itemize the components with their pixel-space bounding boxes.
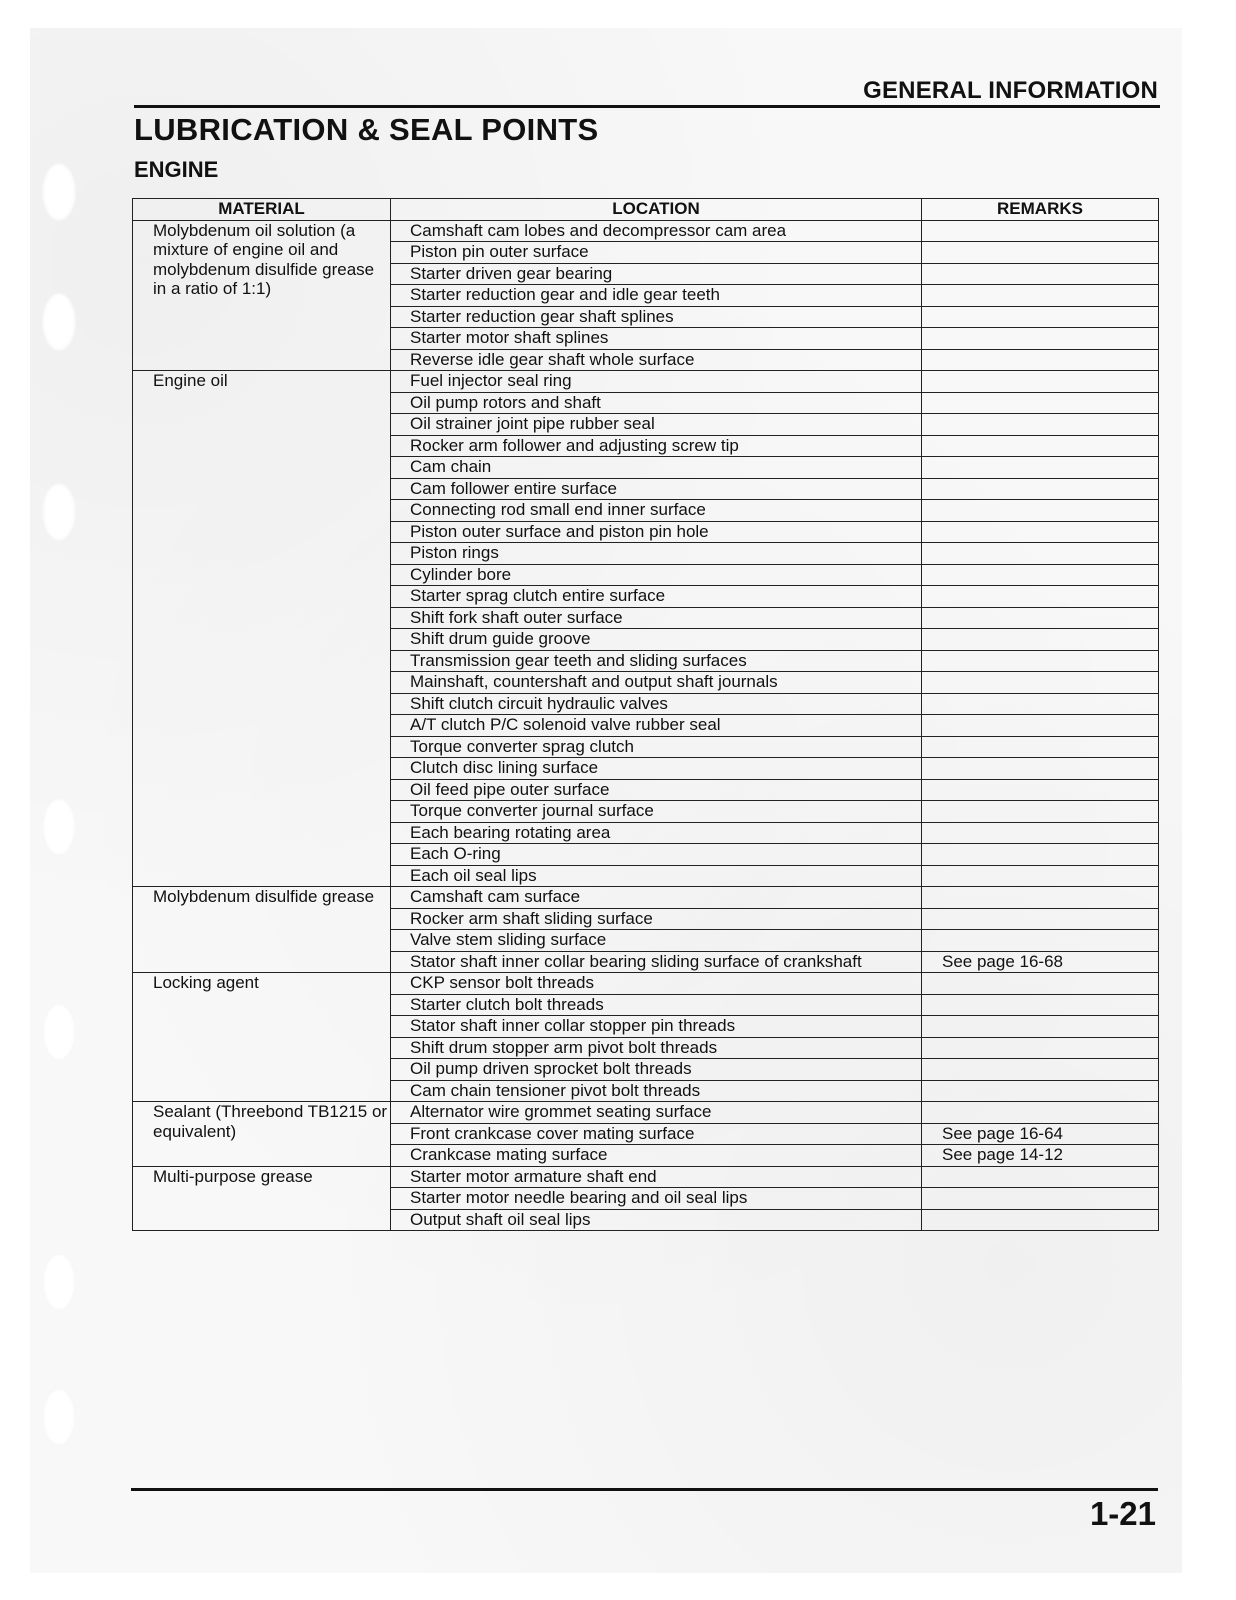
location-cell: Each bearing rotating area	[391, 822, 922, 844]
location-cell: Starter motor shaft splines	[391, 328, 922, 350]
punch-hole	[42, 293, 76, 351]
remarks-cell	[922, 629, 1159, 651]
remarks-cell	[922, 306, 1159, 328]
remarks-cell	[922, 887, 1159, 909]
location-cell: Starter reduction gear and idle gear teeth	[391, 285, 922, 307]
remarks-cell	[922, 1016, 1159, 1038]
remarks-cell	[922, 779, 1159, 801]
location-cell: Rocker arm shaft sliding surface	[391, 908, 922, 930]
location-cell: A/T clutch P/C solenoid valve rubber seal	[391, 715, 922, 737]
remarks-cell	[922, 1209, 1159, 1231]
location-cell: Starter reduction gear shaft splines	[391, 306, 922, 328]
location-cell: CKP sensor bolt threads	[391, 973, 922, 995]
table-body	[133, 220, 1159, 1231]
location-cell: Torque converter sprag clutch	[391, 736, 922, 758]
remarks-cell	[922, 242, 1159, 264]
remarks-cell	[922, 801, 1159, 823]
location-cell: Connecting rod small end inner surface	[391, 500, 922, 522]
location-cell: Rocker arm follower and adjusting screw tip	[391, 435, 922, 457]
location-cell: Transmission gear teeth and sliding surfaces	[391, 650, 922, 672]
table-row	[133, 1102, 1159, 1124]
remarks-cell	[922, 1102, 1159, 1124]
remarks-cell	[922, 349, 1159, 371]
column-header-remarks: REMARKS	[922, 199, 1159, 221]
punch-hole	[42, 483, 76, 541]
location-cell: Cam chain	[391, 457, 922, 479]
location-cell: Piston pin outer surface	[391, 242, 922, 264]
remarks-cell: See page 16-68	[922, 951, 1159, 973]
location-cell: Front crankcase cover mating surface	[391, 1123, 922, 1145]
header-rule	[134, 105, 1160, 108]
remarks-cell	[922, 758, 1159, 780]
remarks-cell	[922, 908, 1159, 930]
location-cell: Cam follower entire surface	[391, 478, 922, 500]
remarks-cell	[922, 1188, 1159, 1210]
location-cell: Stator shaft inner collar bearing sliding surface of crankshaft	[391, 951, 922, 973]
remarks-cell	[922, 822, 1159, 844]
remarks-cell	[922, 328, 1159, 350]
table-header-row	[133, 199, 1159, 221]
location-cell: Shift fork shaft outer surface	[391, 607, 922, 629]
remarks-cell	[922, 693, 1159, 715]
punch-hole	[42, 1003, 76, 1061]
column-header-location: LOCATION	[391, 199, 922, 221]
location-cell: Camshaft cam surface	[391, 887, 922, 909]
remarks-cell	[922, 392, 1159, 414]
remarks-cell	[922, 478, 1159, 500]
remarks-cell	[922, 1080, 1159, 1102]
remarks-cell	[922, 973, 1159, 995]
remarks-cell	[922, 543, 1159, 565]
location-cell: Starter clutch bolt threads	[391, 994, 922, 1016]
material-cell: Locking agent	[133, 973, 391, 1102]
remarks-cell	[922, 371, 1159, 393]
location-cell: Oil feed pipe outer surface	[391, 779, 922, 801]
footer-rule	[131, 1488, 1158, 1491]
location-cell: Piston outer surface and piston pin hole	[391, 521, 922, 543]
punch-hole	[42, 1253, 76, 1311]
table-row	[133, 973, 1159, 995]
punch-hole	[42, 163, 76, 221]
remarks-cell	[922, 865, 1159, 887]
remarks-cell	[922, 414, 1159, 436]
remarks-cell	[922, 650, 1159, 672]
material-cell: Molybdenum disulfide grease	[133, 887, 391, 973]
location-cell: Fuel injector seal ring	[391, 371, 922, 393]
location-cell: Cam chain tensioner pivot bolt threads	[391, 1080, 922, 1102]
section-label: GENERAL INFORMATION	[863, 77, 1158, 104]
table-row	[133, 220, 1159, 242]
location-cell: Starter motor armature shaft end	[391, 1166, 922, 1188]
remarks-cell	[922, 285, 1159, 307]
location-cell: Valve stem sliding surface	[391, 930, 922, 952]
remarks-cell	[922, 220, 1159, 242]
location-cell: Mainshaft, countershaft and output shaft journals	[391, 672, 922, 694]
location-cell: Shift drum stopper arm pivot bolt threads	[391, 1037, 922, 1059]
remarks-cell	[922, 263, 1159, 285]
punch-hole	[42, 798, 76, 856]
remarks-cell	[922, 930, 1159, 952]
location-cell: Camshaft cam lobes and decompressor cam area	[391, 220, 922, 242]
remarks-cell	[922, 457, 1159, 479]
table-row	[133, 887, 1159, 909]
remarks-cell	[922, 521, 1159, 543]
location-cell: Reverse idle gear shaft whole surface	[391, 349, 922, 371]
remarks-cell: See page 14-12	[922, 1145, 1159, 1167]
remarks-cell	[922, 586, 1159, 608]
page-title: LUBRICATION & SEAL POINTS	[134, 112, 599, 147]
remarks-cell	[922, 994, 1159, 1016]
table-row	[133, 371, 1159, 393]
page-subtitle: ENGINE	[134, 157, 219, 182]
material-cell: Molybdenum oil solution (a mixture of engine oil and molybdenum disulfide grease in a ratio of 1:1)	[133, 220, 391, 371]
remarks-cell	[922, 607, 1159, 629]
column-header-material: MATERIAL	[133, 199, 391, 221]
remarks-cell	[922, 1037, 1159, 1059]
location-cell: Oil pump driven sprocket bolt threads	[391, 1059, 922, 1081]
remarks-cell	[922, 1059, 1159, 1081]
location-cell: Output shaft oil seal lips	[391, 1209, 922, 1231]
page-number: 1-21	[1089, 1495, 1156, 1532]
location-cell: Alternator wire grommet seating surface	[391, 1102, 922, 1124]
material-cell: Engine oil	[133, 371, 391, 887]
material-cell: Multi-purpose grease	[133, 1166, 391, 1231]
table-row	[133, 1166, 1159, 1188]
location-cell: Starter motor needle bearing and oil seal lips	[391, 1188, 922, 1210]
location-cell: Shift drum guide groove	[391, 629, 922, 651]
location-cell: Each oil seal lips	[391, 865, 922, 887]
location-cell: Shift clutch circuit hydraulic valves	[391, 693, 922, 715]
lubrication-table	[132, 198, 1159, 1231]
location-cell: Oil strainer joint pipe rubber seal	[391, 414, 922, 436]
location-cell: Starter sprag clutch entire surface	[391, 586, 922, 608]
location-cell: Clutch disc lining surface	[391, 758, 922, 780]
remarks-cell: See page 16-64	[922, 1123, 1159, 1145]
remarks-cell	[922, 736, 1159, 758]
location-cell: Each O-ring	[391, 844, 922, 866]
remarks-cell	[922, 844, 1159, 866]
punch-hole	[42, 1388, 76, 1446]
location-cell: Cylinder bore	[391, 564, 922, 586]
remarks-cell	[922, 715, 1159, 737]
material-cell: Sealant (Threebond TB1215 or equivalent)	[133, 1102, 391, 1167]
location-cell: Stator shaft inner collar stopper pin threads	[391, 1016, 922, 1038]
location-cell: Oil pump rotors and shaft	[391, 392, 922, 414]
remarks-cell	[922, 672, 1159, 694]
remarks-cell	[922, 500, 1159, 522]
location-cell: Piston rings	[391, 543, 922, 565]
location-cell: Crankcase mating surface	[391, 1145, 922, 1167]
remarks-cell	[922, 435, 1159, 457]
remarks-cell	[922, 564, 1159, 586]
location-cell: Torque converter journal surface	[391, 801, 922, 823]
remarks-cell	[922, 1166, 1159, 1188]
location-cell: Starter driven gear bearing	[391, 263, 922, 285]
